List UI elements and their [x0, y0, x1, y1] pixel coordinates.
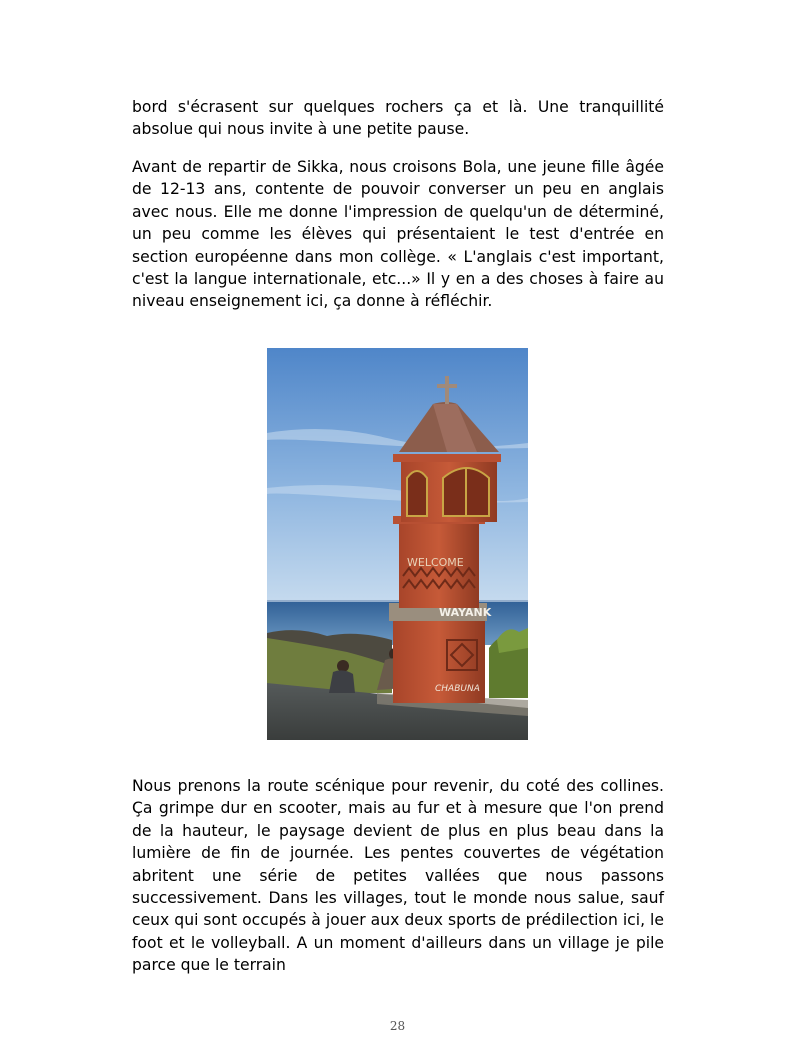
photo-shrine-by-sea [267, 348, 528, 740]
paragraph-2: Avant de repartir de Sikka, nous croisons Bola, une jeune fille âgée de 12-13 ans, contente de pouvoir converser un peu en anglais avec nous. Elle me donne l'impression de quelqu'un de déterminé, un peu comme les élèves qui présentaient le test d'entrée en section européenne dans mon collège. « L'anglais c'est important, c'est la langue internationale, etc...» Il y en a des choses à faire au niveau enseignement ici, ça donne à réfléchir. [132, 158, 664, 311]
paragraph-3: Nous prenons la route scénique pour revenir, du coté des collines. Ça grimpe dur en scooter, mais au fur et à mesure que l'on prend de la hauteur, le paysage devient de plus en plus beau dans la lumière de fin de journée. Les pentes couvertes de végétation abritent une série de petites vallées que nous passons successivement. Dans les villages, tout le monde nous salue, sauf ceux qui sont occupés à jouer aux deux sports de prédilection ici, le foot et le volleyball. A un moment d'ailleurs dans un village je pile parce que le terrain [132, 777, 664, 975]
page-number: 28 [389, 1019, 406, 1033]
graffiti-chabuna: CHABUNA [435, 684, 480, 694]
paragraph-scenic-road [132, 775, 664, 977]
paragraph-bola [132, 156, 664, 313]
graffiti-welcome: WELCOME [407, 556, 464, 569]
paragraph-continuation [132, 96, 664, 141]
paragraph-1: bord s'écrasent sur quelques rochers ça et là. Une tranquillité absolue qui nous invite à une petite pause. [132, 98, 664, 139]
graffiti-wayank: WAYANK [439, 606, 492, 619]
